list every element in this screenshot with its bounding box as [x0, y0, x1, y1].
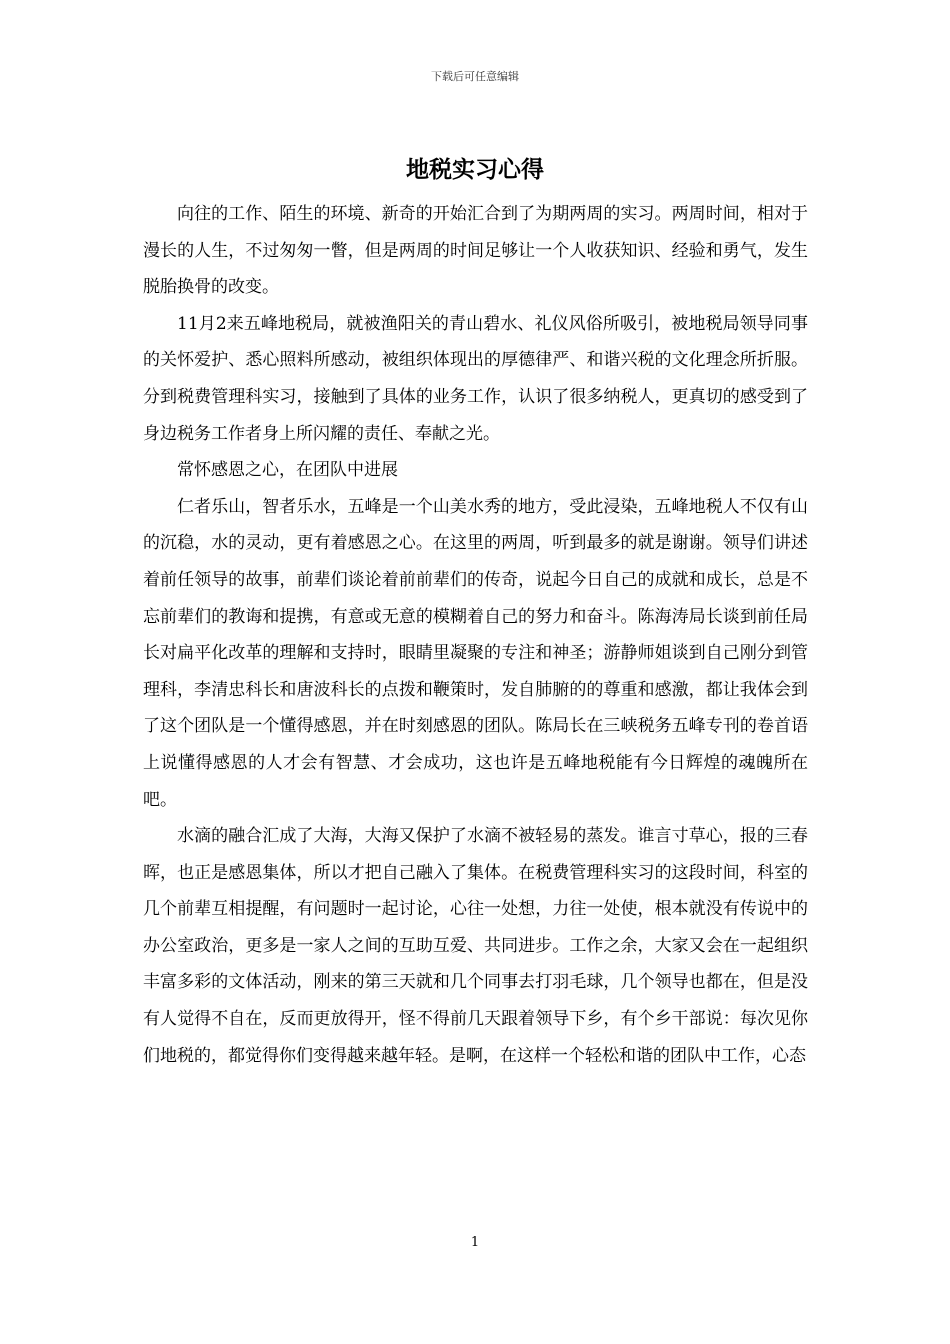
- paragraph: 仁者乐山，智者乐水，五峰是一个山美水秀的地方，受此浸染，五峰地税人不仅有山的沉稳，水的灵动，更有着感恩之心。在这里的两周，听到最多的就是谢谢。领导们讲述着前任领导的故事，前辈们谈论着前前辈们的传奇，说起今日自己的成就和成长，总是不忘前辈们的教诲和提携，有意或无意的模糊着自己的努力和奋斗。陈海涛局长谈到前任局长对扁平化改革的理解和支持时，眼睛里凝聚的专注和神圣；游静师姐谈到自己刚分到管理科，李清忠科长和唐波科长的点拨和鞭策时，发自肺腑的的尊重和感激，都让我体会到了这个团队是一个懂得感恩，并在时刻感恩的团队。陈局长在三峡税务五峰专刊的卷首语上说懂得感恩的人才会有智慧、才会成功，这也许是五峰地税能有今日辉煌的魂魄所在吧。: [143, 496, 808, 810]
- paragraph: 11月2来五峰地税局，就被渔阳关的青山碧水、礼仪风俗所吸引，被地税局领导同事的关怀爱护、悉心照料所感动，被组织体现出的厚德律严、和谐兴税的文化理念所折服。分到税费管理科实习，接触到了具体的业务工作，认识了很多纳税人，更真切的感受到了身边税务工作者身上所闪耀的责任、奉献之光。: [143, 313, 808, 444]
- page-number: 1: [470, 1235, 480, 1250]
- document-body: [143, 196, 808, 1074]
- paragraph: 向往的工作、陌生的环境、新奇的开始汇合到了为期两周的实习。两周时间，相对于漫长的人生，不过匆匆一瞥，但是两周的时间足够让一个人收获知识、经验和勇气，发生脱胎换骨的改变。: [143, 204, 808, 298]
- header-note: 下载后可任意编辑: [431, 70, 519, 83]
- paragraph: 水滴的融合汇成了大海，大海又保护了水滴不被轻易的蒸发。谁言寸草心，报的三春晖，也正是感恩集体，所以才把自己融入了集体。在税费管理科实习的这段时间，科室的几个前辈互相提醒，有问题时一起讨论，心往一处想，力往一处使，根本就没有传说中的办公室政治，更多是一家人之间的互助互爱、共同进步。工作之余，大家又会在一起组织丰富多彩的文体活动，刚来的第三天就和几个同事去打羽毛球，几个领导也都在，但是没有人觉得不自在，反而更放得开，怪不得前几天跟着领导下乡，有个乡干部说：每次见你们地税的，都觉得你们变得越来越年轻。是啊，在这样一个轻松和谐的团队中工作，心态: [143, 826, 808, 1066]
- section-heading: 常怀感恩之心，在团队中进展: [177, 460, 398, 481]
- document-title: 地税实习心得: [406, 157, 544, 183]
